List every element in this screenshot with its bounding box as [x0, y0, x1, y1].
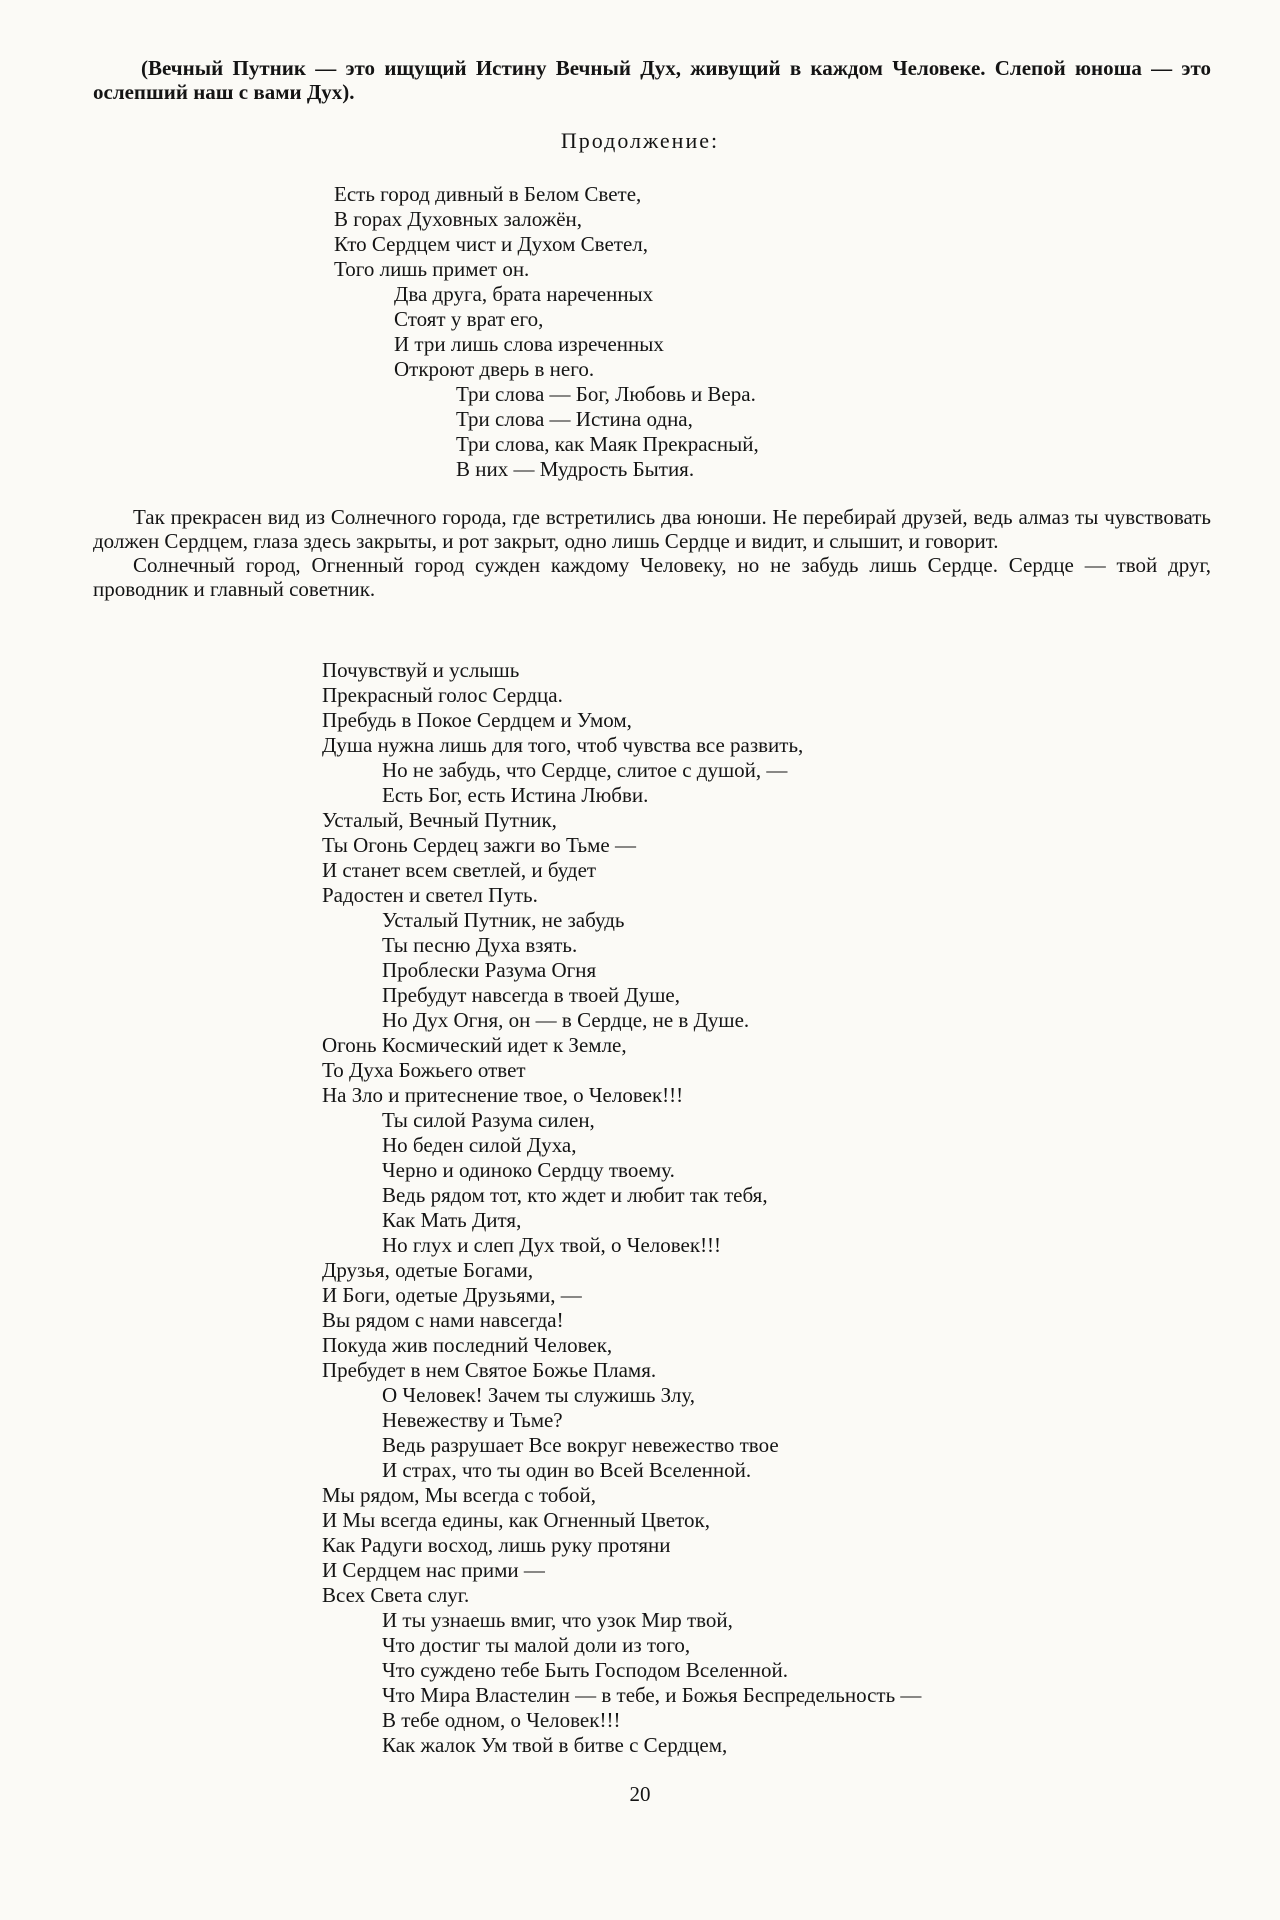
- poem-line: Откроют дверь в него.: [394, 357, 595, 381]
- poem-line: Вы рядом с нами навсегда!: [322, 1308, 564, 1332]
- poem-line: Ты песню Духа взять.: [382, 933, 578, 957]
- poem-line: Того лишь примет он.: [334, 257, 530, 281]
- poem-line: Как жалок Ум твой в битве с Сердцем,: [382, 1733, 728, 1757]
- poem-line: Усталый, Вечный Путник,: [322, 808, 557, 832]
- poem-line: Ведь разрушает Все вокруг невежество твое: [382, 1433, 779, 1457]
- poem-line: И Сердцем нас прими —: [322, 1558, 545, 1582]
- poem-line: Черно и одиноко Сердцу твоему.: [382, 1158, 675, 1182]
- poem-line: Но беден силой Духа,: [382, 1133, 577, 1157]
- poem-line: Но глух и слеп Дух твой, о Человек!!!: [382, 1233, 722, 1257]
- poem-line: Проблески Разума Огня: [382, 958, 597, 982]
- poem-line: Стоят у врат его,: [394, 307, 544, 331]
- poem-line: Но не забудь, что Сердце, слитое с душой, —: [382, 758, 788, 782]
- poem-line: Всех Света слуг.: [322, 1583, 470, 1607]
- poem-line: Мы рядом, Мы всегда с тобой,: [322, 1483, 596, 1507]
- poem-line: И ты узнаешь вмиг, что узок Мир твой,: [382, 1608, 733, 1632]
- poem-stanza-1: [334, 182, 759, 482]
- poem-line: Есть город дивный в Белом Свете,: [334, 182, 642, 206]
- poem-line: Почувствуй и услышь: [322, 658, 520, 682]
- poem-line: Кто Сердцем чист и Духом Светел,: [334, 232, 648, 256]
- poem-line: И станет всем светлей, и будет: [322, 858, 597, 882]
- poem-line: Что суждено тебе Быть Господом Вселенной.: [382, 1658, 788, 1682]
- poem-stanza-2: [322, 658, 921, 1758]
- poem-line: И Боги, одетые Друзьями, —: [322, 1283, 582, 1307]
- poem-line: Душа нужна лишь для того, чтоб чувства все развить,: [322, 733, 804, 757]
- poem-line: Три слова — Бог, Любовь и Вера.: [456, 382, 756, 406]
- poem-line: Два друга, брата нареченных: [394, 282, 654, 306]
- poem-line: Пребудь в Покое Сердцем и Умом,: [322, 708, 632, 732]
- poem-line: И три лишь слова изреченных: [394, 332, 664, 356]
- poem-line: В горах Духовных заложён,: [334, 207, 583, 231]
- poem-line: Усталый Путник, не забудь: [382, 908, 625, 932]
- poem-line: Ведь рядом тот, кто ждет и любит так тебя,: [382, 1183, 768, 1207]
- section-heading: Продолжение:: [560, 128, 720, 153]
- poem-line: Огонь Космический идет к Земле,: [322, 1033, 627, 1057]
- poem-line: О Человек! Зачем ты служишь Злу,: [382, 1383, 696, 1407]
- poem-line: Друзья, одетые Богами,: [322, 1258, 534, 1282]
- poem-line: Прекрасный голос Сердца.: [322, 683, 563, 707]
- intro-paragraph: (Вечный Путник — это ищущий Истину Вечный Дух, живущий в каждом Человеке. Слепой юноша — это ослепший наш с вами Дух).: [93, 56, 1211, 104]
- poem-line: Что достиг ты малой доли из того,: [382, 1633, 691, 1657]
- poem-line: Пребудет в нем Святое Божье Пламя.: [322, 1358, 657, 1382]
- poem-line: И Мы всегда едины, как Огненный Цветок,: [322, 1508, 710, 1532]
- poem-line: Как Мать Дитя,: [382, 1208, 522, 1232]
- prose-block: [93, 505, 1211, 601]
- poem-line: Есть Бог, есть Истина Любви.: [382, 783, 649, 807]
- poem-line: Невежеству и Тьме?: [382, 1408, 563, 1432]
- poem-line: В тебе одном, о Человек!!!: [382, 1708, 621, 1732]
- poem-line: Три слова, как Маяк Прекрасный,: [456, 432, 759, 456]
- poem-line: Как Радуги восход, лишь руку протяни: [322, 1533, 671, 1557]
- poem-line: На Зло и притеснение твое, о Человек!!!: [322, 1083, 684, 1107]
- prose-paragraph: Солнечный город, Огненный город сужден каждому Человеку, но не забудь лишь Сердце. Сердце — твой друг, проводник и главный советник.: [93, 553, 1211, 601]
- page-number: 20: [629, 1782, 651, 1806]
- poem-line: Ты Огонь Сердец зажги во Тьме —: [322, 833, 636, 857]
- poem-line: То Духа Божьего ответ: [322, 1058, 526, 1082]
- poem-line: Но Дух Огня, он — в Сердце, не в Душе.: [382, 1008, 750, 1032]
- poem-line: Что Мира Властелин — в тебе, и Божья Беспредельность —: [382, 1683, 922, 1707]
- poem-line: Радостен и светел Путь.: [322, 883, 538, 907]
- poem-line: И страх, что ты один во Всей Вселенной.: [382, 1458, 752, 1482]
- poem-line: Три слова — Истина одна,: [456, 407, 693, 431]
- poem-line: В них — Мудрость Бытия.: [456, 457, 695, 481]
- poem-line: Пребудут навсегда в твоей Душе,: [382, 983, 680, 1007]
- poem-line: Покуда жив последний Человек,: [322, 1333, 613, 1357]
- prose-paragraph: Так прекрасен вид из Солнечного города, где встретились два юноши. Не перебирай друзей, ведь алмаз ты чувствовать должен Сердцем, глаза здесь закрыты, и рот закрыт, одно лишь Сердце и видит, и слышит, и говорит.: [93, 505, 1211, 553]
- poem-line: Ты силой Разума силен,: [382, 1108, 595, 1132]
